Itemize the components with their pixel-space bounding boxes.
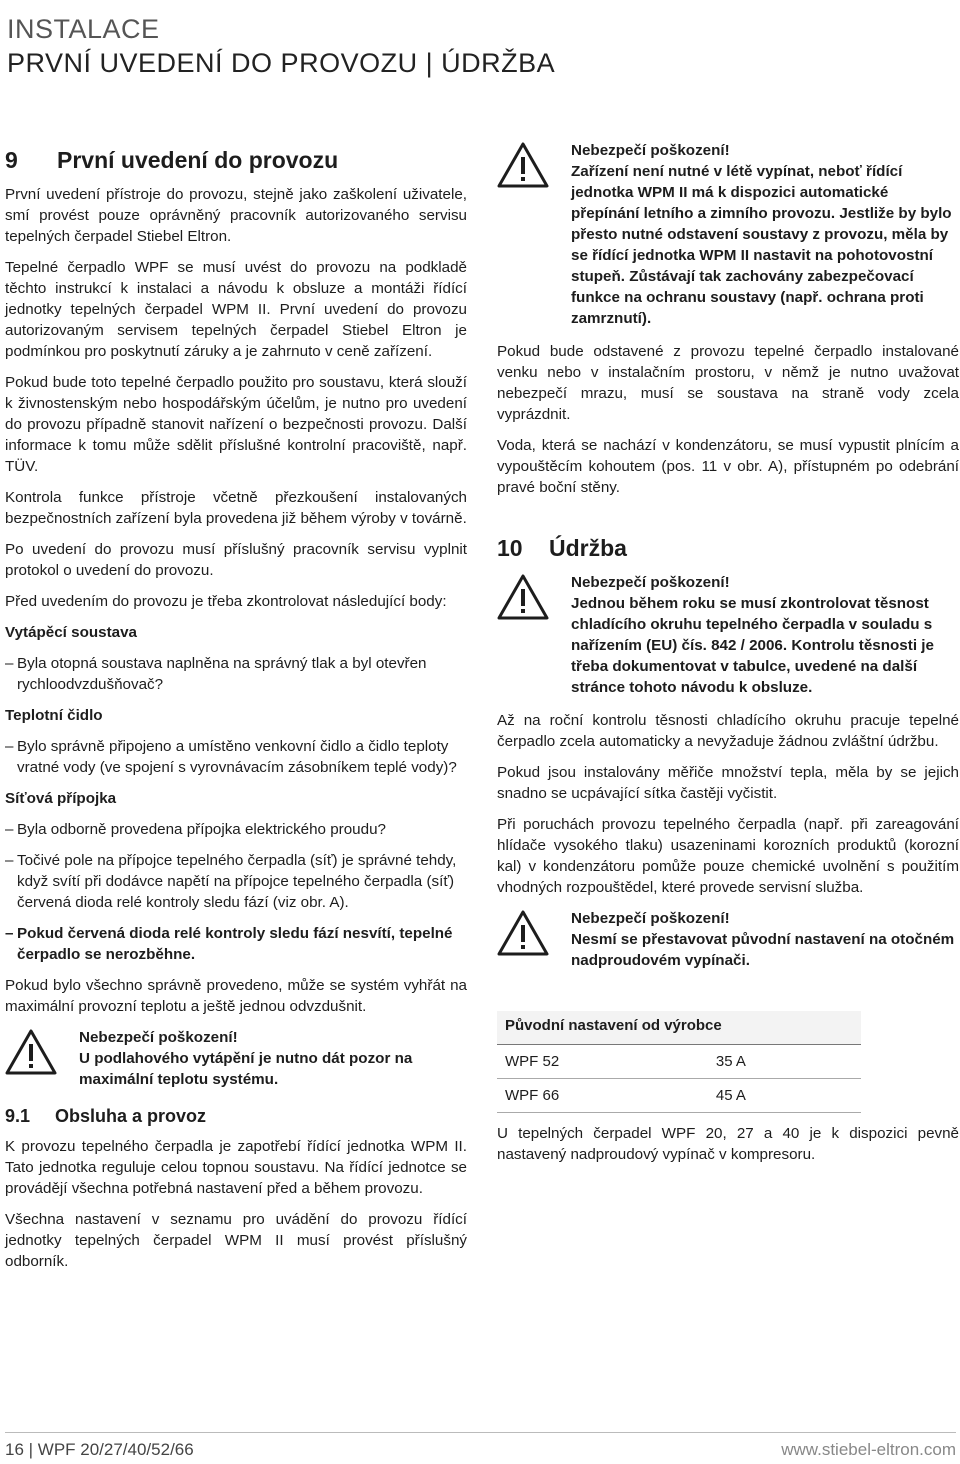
warning-text: Jednou během roku se musí zkontrolovat těsnost chladícího okruhu tepelného čerpadla v souladu s nařízením (EU) čís. 842 / 2006. Kontrolu těsnosti je třeba dokumentovat v tabulce, uvedené na další stránce tohoto návodu k obsluze. [571,595,934,696]
warning-title: Nebezpečí poškození! [79,1029,238,1046]
footer-divider [5,1432,956,1433]
warning-triangle-icon [497,142,549,188]
paragraph: Pokud bylo všechno správně provedeno, může se systém vyhřát na maximální provozní teplotu a ještě jednou odvzdušnit. [5,977,467,1015]
section-10-heading [497,534,959,562]
paragraph: Po uvedení do provozu musí příslušný pracovník servisu vyplnit protokol o uvedení do provozu. [5,541,467,579]
paragraph: Pokud bude toto tepelné čerpadlo použito pro soustavu, která slouží k živnostenským nebo hospodářským účelům, je nutno pro uvedení do provozu případně stanovit nařízení o bezpečnosti provozu. Další informace k tomu může sdělit příslušné kontrolní pracoviště, např. TÜV. [5,374,467,475]
table-header-row [497,1011,861,1045]
warning-text: Zařízení není nutné v létě vypínat, neboť řídící jednotka WPM II má k dispozici automatické přepínání letního a zimního provozu. Jestliže by bylo přesto nutné odstavení soustavy z provozu, měla by se řídící jednotka WPM II nastavit na pohotovostní stupeň. Zůstávají tak zachovány zabezpečovací funkce na ochranu soustavy (např. ochrana proti zamrznutí). [571,163,952,327]
paragraph: Pokud bude odstavené z provozu tepelné čerpadlo instalované venku nebo v instalačním prostoru, v němž je nutno uvažovat nebezpečí mrazu, musí se soustava na straně vody zcela vyprázdnit. [497,343,959,423]
warning-title: Nebezpečí poškození! [571,142,730,159]
section-9-1-heading [5,1104,467,1128]
warning-triangle-icon [497,910,549,956]
right-column [497,140,959,1175]
paragraph: Až na roční kontrolu těsnosti chladícího okruhu pracuje tepelné čerpadlo zcela automaticky a nevyžaduje žádnou zvláštní údržbu. [497,712,959,750]
footer-website-link[interactable]: www.stiebel-eltron.com [781,1440,956,1459]
section-number: 9 [5,147,18,173]
paragraph: Pokud jsou instalovány měřiče množství tepla, měla by se jejich snadno se ucpávající sítka častěji vyčistit. [497,764,959,802]
section-title: Obsluha a provoz [55,1106,207,1126]
table-cell-value: 45 A [626,1079,861,1113]
table-row [497,1045,861,1079]
paragraph: Před uvedením do provozu je třeba zkontrolovat následující body: [5,593,447,610]
warning-box [497,140,959,329]
paragraph: Kontrola funkce přístroje včetně přezkoušení instalovaných bezpečnostních zařízení byla provedena již během výroby v továrně. [5,489,467,527]
left-column [5,140,467,1282]
checklist-item: – Pokud červená dioda relé kontroly sledu fází nesvítí, tepelné čerpadlo se nerozběhne. [5,923,467,965]
page-header [7,12,555,80]
checklist-item: – Bylo správně připojeno a umístěno venkovní čidlo a čidlo teploty vratné vody (ve spojení s vyrovnávacím zásobníkem teplé vody)? [5,736,467,778]
section-number: 9.1 [5,1106,31,1126]
paragraph: Všechna nastavení v seznamu pro uvádění do provozu řídící jednotky tepelných čerpadel WPM II musí provést příslušný odborník. [5,1211,467,1270]
warning-title: Nebezpečí poškození! [571,910,730,927]
paragraph: Voda, která se nachází v kondenzátoru, se musí vypustit plnícím a vypouštěcím kohoutem (pos. 11 v obr. A), přístupném po odebrání pravé boční stěny. [497,437,959,496]
warning-title: Nebezpečí poškození! [571,574,730,591]
warning-triangle-icon [5,1029,57,1075]
header-title: PRVNÍ UVEDENÍ DO PROVOZU | ÚDRŽBA [7,48,556,78]
warning-text: Nesmí se přestavovat původní nastavení na otočném nadproudovém vypínači. [571,931,955,969]
warning-box [497,908,959,971]
checklist-item: – Točivé pole na přípojce tepelného čerpadla (síť) je správné tehdy, když svítí při dodávce napětí na přípojce tepelného čerpadla (síť) červená dioda relé kontroly sledu fází (viz obr. A). [5,850,467,913]
warning-triangle-icon [497,574,549,620]
checklist-label-power: Síťová přípojka [5,790,117,807]
header-category: INSTALACE [7,14,160,44]
table-row [497,1079,861,1113]
paragraph: K provozu tepelného čerpadla je zapotřebí řídící jednotka WPM II. Tato jednotka reguluje celou topnou soustavu. Na řídící jednotce se provádějí všechna potřebná nastavení před a během provozu. [5,1138,467,1197]
factory-settings-table [497,1011,861,1113]
table-header: Původní nastavení od výrobce [497,1011,861,1045]
paragraph: Při poruchách provozu tepelného čerpadla (např. při zareagování hlídače vysokého tlaku) usazeninami korozních produktů (korozní kal) v kondenzátoru pomůže pouze chemické uvolnění s použitím vhodných rozpouštědel, které provede servisní služba. [497,816,959,896]
footer-page-info: 16 | WPF 20/27/40/52/66 [5,1440,194,1459]
paragraph: Tepelné čerpadlo WPF se musí uvést do provozu na podkladě těchto instrukcí k instalaci a návodu k obsluze a montáži řídící jednotky tepelných čerpadel WPM II. První uvedení do provozu autorizovaným servisem tepelných čerpadel Stiebel Eltron je podmínkou pro poskytnutí záruky a je zahrnuto v ceně zařízení. [5,259,467,360]
warning-box [497,572,959,698]
section-number: 10 [497,535,523,561]
section-9-heading [5,146,467,174]
section-title: Údržba [549,535,627,561]
paragraph: U tepelných čerpadel WPF 20, 27 a 40 je k dispozici pevně nastavený nadproudový vypínač v kompresoru. [497,1125,959,1163]
warning-box [5,1027,467,1090]
checklist-label-sensor: Teplotní čidlo [5,707,103,724]
checklist-label-heating: Vytápěcí soustava [5,624,137,641]
checklist-item: – Byla odborně provedena přípojka elektrického proudu? [5,819,467,840]
paragraph: První uvedení přístroje do provozu, stejně jako zaškolení uživatele, smí provést pouze oprávněný pracovník autorizovaného servisu tepelných čerpadel Stiebel Eltron. [5,186,467,245]
table-cell-model: WPF 52 [497,1045,626,1079]
table-cell-value: 35 A [626,1045,861,1079]
warning-text: U podlahového vytápění je nutno dát pozor na maximální teplotu systému. [79,1050,413,1088]
section-title: První uvedení do provozu [57,147,339,173]
table-cell-model: WPF 66 [497,1079,626,1113]
checklist-item: – Byla otopná soustava naplněna na správný tlak a byl otevřen rychloodvzdušňovač? [5,653,467,695]
